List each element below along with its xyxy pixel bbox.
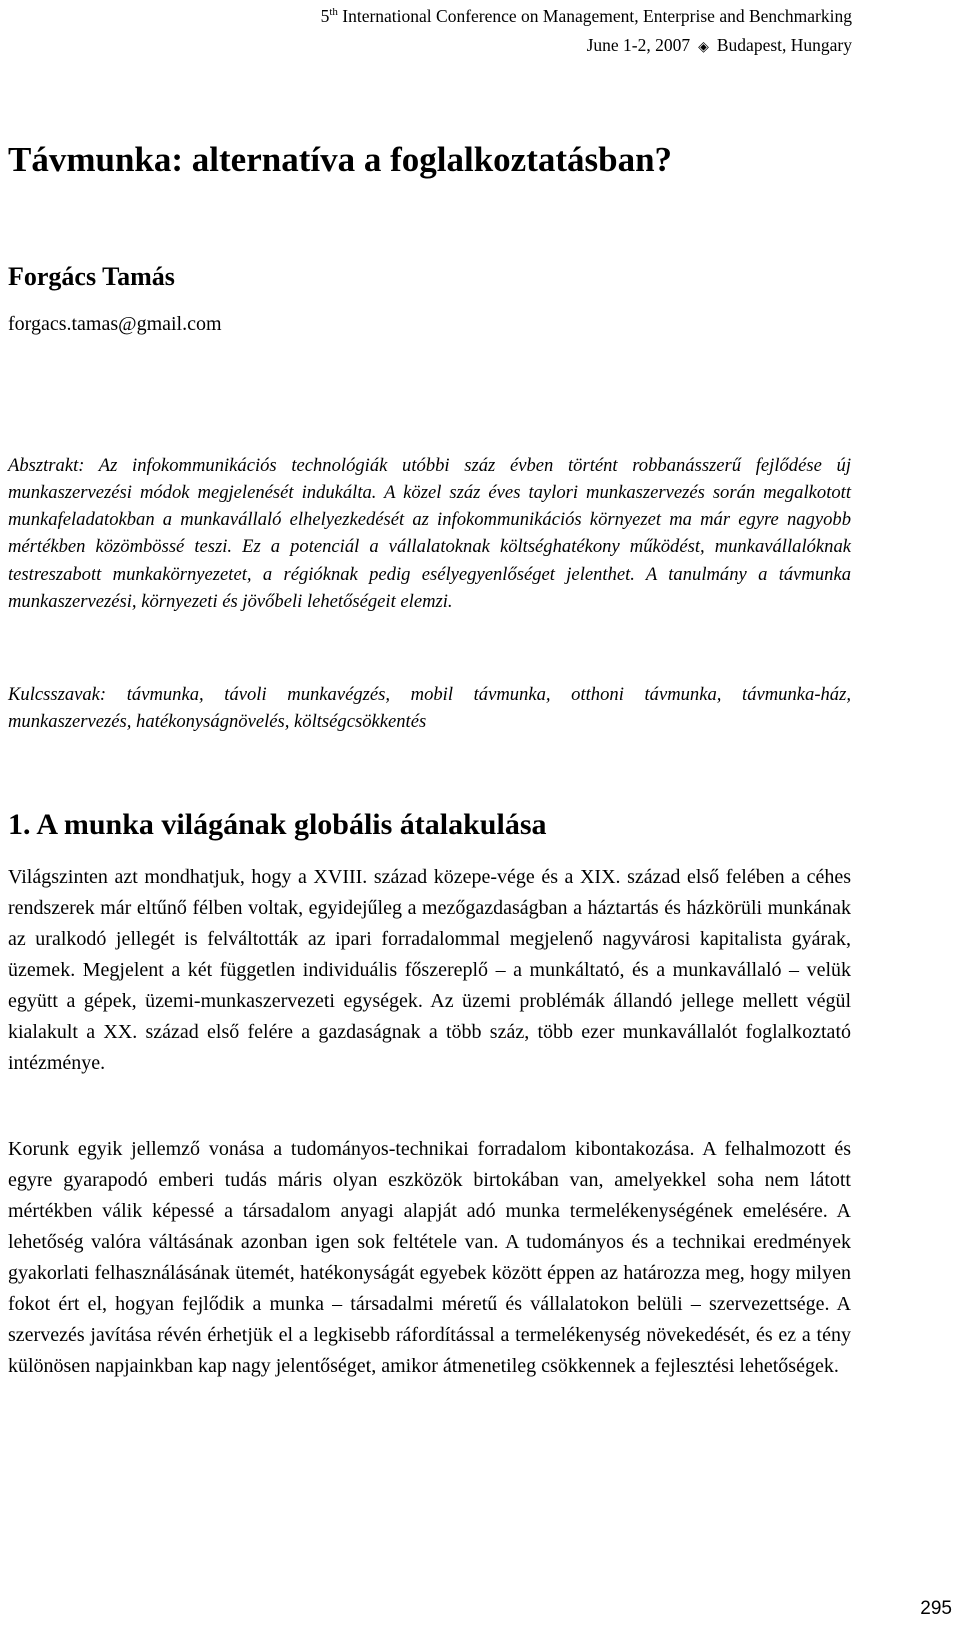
abstract: Absztrakt: Az infokommunikációs technológiák utóbbi száz évben történt robbanásszerű fejlődése új munkaszervezési módok megjelenését indukálta. A közel száz éves taylori munkaszervezés során megalkotott munkafeladatokban a munkavállaló elhelyezkedését az infokommunikációs környezet ma már egyre nagyobb mértékben közömbössé teszi. Ez a potenciál a vállalatoknak költséghatékony működést, munkavállalóknak testreszabott munkakörnyezetet, a régióknak pedig esélyegyenlőséget jelenthet. A tanulmány a távmunka munkaszervezési, környezeti és jövőbeli lehetőségeit elemzi. [8, 454, 851, 613]
conference-date: June 1-2, 2007 [586, 35, 691, 55]
conference-ordinal-suffix: th [329, 6, 338, 18]
page-number: 295 [920, 1598, 952, 1619]
body-paragraph: Világszinten azt mondhatjuk, hogy a XVIII. század közepe-vége és a XIX. század első felében a céhes rendszerek már eltűnő félben voltak, egyidejűleg a mezőgazdaságban a háztartás és házkörüli munkának az uralkodó jellegét is felváltották az ipari forradalommal megjelenő nagyvárosi kapitalista gyárak, üzemek. Megjelent a két független individuális főszereplő – a munkáltató, és a munkavállaló – velük együtt a gépek, üzemi-munkaszervezeti egységek. Az üzemi problémák állandó jellege mellett végül kialakult a XX. század első felére a gazdaságnak a több száz, több ezer munkavállalót foglalkoztató intézménye. [8, 866, 851, 1074]
diamond-icon: ◈ [698, 40, 709, 55]
conference-header [321, 2, 852, 62]
section-heading: 1. A munka világának globális átalakulása [8, 808, 547, 841]
author-name: Forgács Tamás [8, 262, 175, 291]
conference-location: Budapest, Hungary [716, 35, 852, 55]
conference-date-location [321, 31, 852, 62]
conference-name [321, 2, 852, 31]
keywords: Kulcsszavak: távmunka, távoli munkavégzés, mobil távmunka, otthoni távmunka, távmunka-ház, munkaszervezés, hatékonyságnövelés, költségcsökkentés [8, 683, 851, 732]
conference-title: International Conference on Management, Enterprise and Benchmarking [337, 6, 852, 26]
body-paragraph: Korunk egyik jellemző vonása a tudományos-technikai forradalom kibontakozása. A felhalmozott és egyre gyarapodó emberi tudás máris olyan eszközök birtokában van, amelyekkel soha nem látott mértékben válik képessé a társadalom anyagi alapját adó munka termelékenységének emelésére. A lehetőség valóra váltásának azonban igen sok feltétele van. A tudományos és a technikai eredmények gyakorlati felhasználásának ütemét, hatékonyságát egyebek között éppen az határozza meg, hogy milyen fokot ért el, hogyan fejlődik a munka – társadalmi méretű és vállalatokon belüli – szervezettsége. A szervezés javítása révén érhetjük el a legkisebb ráfordítással a termelékenység növekedését, és ez a tény különösen napjainkban kap nagy jelentőséget, amikor átmenetileg csökkennek a fejlesztési lehetőségek. [8, 1138, 851, 1377]
conference-ordinal: 5 [320, 6, 330, 26]
author-email: forgacs.tamas@gmail.com [8, 313, 222, 335]
paper-title: Távmunka: alternatíva a foglalkoztatásban? [8, 140, 673, 179]
